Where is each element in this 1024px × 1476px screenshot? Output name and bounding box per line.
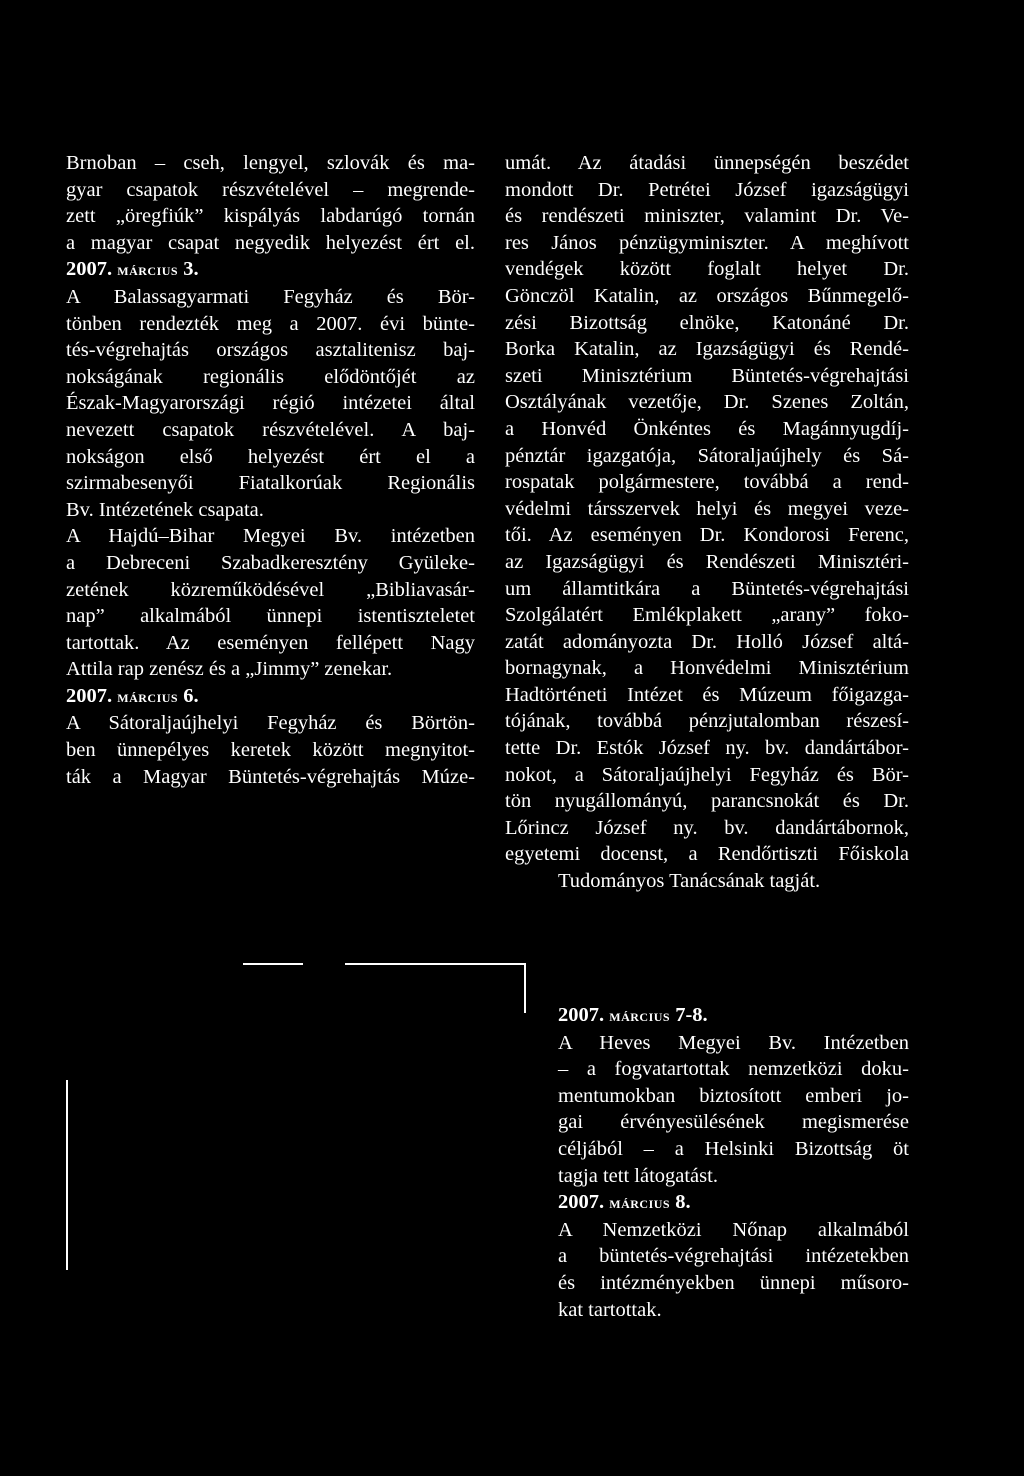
text-line: és rendészeti miniszter, valamint Dr. Ve-: [505, 205, 909, 228]
entry-march-8: [558, 1189, 909, 1323]
text-line: res János pénzügyminiszter. A meghívott: [505, 231, 909, 254]
text-line: Lőrincz József ny. bv. dandártábornok,: [505, 816, 909, 839]
text-line: Hadtörténeti Intézet és Múzeum főigazga-: [505, 683, 909, 706]
text-line: pénztár igazgatója, Sátoraljaújhely és Sá-: [505, 444, 909, 467]
intro-paragraph: [66, 150, 475, 256]
text-line: – a fogvatartottak nemzetközi doku-: [558, 1058, 909, 1081]
text-line: ták a Magyar Büntetés-végrehajtás Múze-: [66, 765, 475, 788]
right-column: [505, 150, 909, 895]
text-line: a magyar csapat negyedik helyezést ért el.: [66, 231, 475, 254]
text-line: Borka Katalin, az Igazságügyi és Rendé-: [505, 338, 909, 361]
text-line: Osztályának vezetője, Dr. Szenes Zoltán,: [505, 391, 909, 414]
margin-scan-mark: [66, 1080, 68, 1270]
separator-rule-vertical: [524, 963, 526, 1013]
text-line: tójának, továbbá pénzjutalomban részesí-: [505, 710, 909, 733]
text-line: ben ünnepélyes keretek között megnyitot-: [66, 739, 475, 762]
text-line: és intézményekben ünnepi műsoro-: [558, 1271, 909, 1294]
text-line: tönben rendezték meg a 2007. évi bünte-: [66, 312, 475, 335]
text-line: Észak-Magyarországi régió intézetei által: [66, 392, 475, 415]
text-line: A Balassagyarmati Fegyház és Bör-: [66, 285, 475, 308]
text-line: a büntetés-végrehajtási intézetekben: [558, 1245, 909, 1268]
entry-date-heading: 2007. március 7-8.: [558, 1004, 708, 1026]
entry-date-heading: 2007. március 8.: [558, 1191, 691, 1214]
text-line: tés-végrehajtás országos asztalitenisz baj-: [66, 339, 475, 362]
entry-march-3: [66, 256, 475, 523]
left-column: [66, 150, 475, 790]
entry-date-heading: 2007. március 6.: [66, 684, 199, 707]
text-line: zett „öregfiúk” kispályás labdarúgó tornán: [66, 205, 475, 228]
text-line: A Nemzetközi Nőnap alkalmából: [558, 1218, 909, 1241]
text-line: tagja tett látogatást.: [558, 1164, 718, 1187]
text-line: tette Dr. Estók József ny. bv. dandártábor-: [505, 737, 909, 760]
text-line: céljából – a Helsinki Bizottság öt: [558, 1137, 909, 1160]
text-line: nokot, a Sátoraljaújhelyi Fegyház és Bör-: [505, 763, 909, 786]
text-line: zetének közreműködésével „Bibliavasár-: [66, 578, 475, 601]
entry-march-7-8: [558, 1002, 909, 1189]
text-line: Bv. Intézetének csapata.: [66, 498, 264, 521]
text-line: mondott Dr. Petrétei József igazságügyi: [505, 178, 909, 201]
text-line: tön nyugállományú, parancsnokát és Dr.: [505, 790, 909, 813]
text-line: A Heves Megyei Bv. Intézetben: [558, 1031, 909, 1054]
text-line: Brnoban – cseh, lengyel, szlovák és ma-: [66, 152, 475, 174]
text-line: gai érvényesülésének megismerése: [558, 1111, 909, 1134]
text-line: egyetemi docenst, a Rendőrtiszti Főiskola: [505, 843, 909, 866]
text-line: Szolgálatért Emlékplakett „arany” foko-: [505, 604, 909, 627]
text-line: védelmi társszervek helyi és megyei veze-: [505, 497, 909, 520]
right-column-lower: [558, 1002, 909, 1323]
text-line: umát. Az átadási ünnepségén beszédet: [505, 152, 909, 174]
entry-date-heading: 2007. március 3.: [66, 258, 199, 281]
text-line: szirmabesenyői Fiatalkorúak Regionális: [66, 472, 475, 495]
text-line: rospatak polgármestere, továbbá a rend-: [505, 471, 909, 494]
separator-rule-short: [243, 963, 303, 965]
text-line: a Debreceni Szabadkeresztény Gyüleke-: [66, 551, 475, 574]
text-line: A Sátoraljaújhelyi Fegyház és Börtön-: [66, 712, 475, 735]
text-line: szeti Minisztérium Büntetés-végrehajtási: [505, 364, 909, 387]
separator-rule-long: [345, 963, 525, 965]
text-line: nokságon első helyezést ért el a: [66, 445, 475, 468]
text-line: um államtitkára a Büntetés-végrehajtási: [505, 577, 909, 600]
text-line: bornagynak, a Honvédelmi Minisztérium: [505, 657, 909, 680]
text-line: nap” alkalmából ünnepi istentiszteletet: [66, 605, 475, 628]
text-line: mentumokban biztosított emberi jo-: [558, 1084, 909, 1107]
text-line: zési Bizottság elnöke, Katonáné Dr.: [505, 311, 909, 334]
text-line: tői. Az eseményen Dr. Kondorosi Ferenc,: [505, 524, 909, 547]
text-line: tartottak. Az eseményen fellépett Nagy: [66, 631, 475, 654]
text-line: nevezett csapatok részvételével. A baj-: [66, 418, 475, 441]
entry-hajdu-bihar: [66, 523, 475, 683]
museum-continuation: [505, 150, 909, 895]
text-line: kat tartottak.: [558, 1298, 662, 1321]
text-line: Gönczöl Katalin, az országos Bűnmegelő-: [505, 284, 909, 307]
text-line: az Igazságügyi és Rendészeti Minisztéri-: [505, 550, 909, 573]
text-line: zatát adományozta Dr. Holló József altá-: [505, 630, 909, 653]
text-line: vendégek között foglalt helyet Dr.: [505, 258, 909, 281]
text-line: Tudományos Tanácsának tagját.: [558, 870, 821, 893]
text-line: nokságának regionális elődöntőjét az: [66, 365, 475, 388]
entry-march-6: [66, 683, 475, 790]
text-line: A Hajdú–Bihar Megyei Bv. intézetben: [66, 525, 475, 548]
text-line: Attila rap zenész és a „Jimmy” zenekar.: [66, 658, 393, 681]
text-line: gyar csapatok részvételével – megrende-: [66, 178, 475, 201]
text-line: a Honvéd Önkéntes és Magánnyugdíj-: [505, 417, 909, 440]
